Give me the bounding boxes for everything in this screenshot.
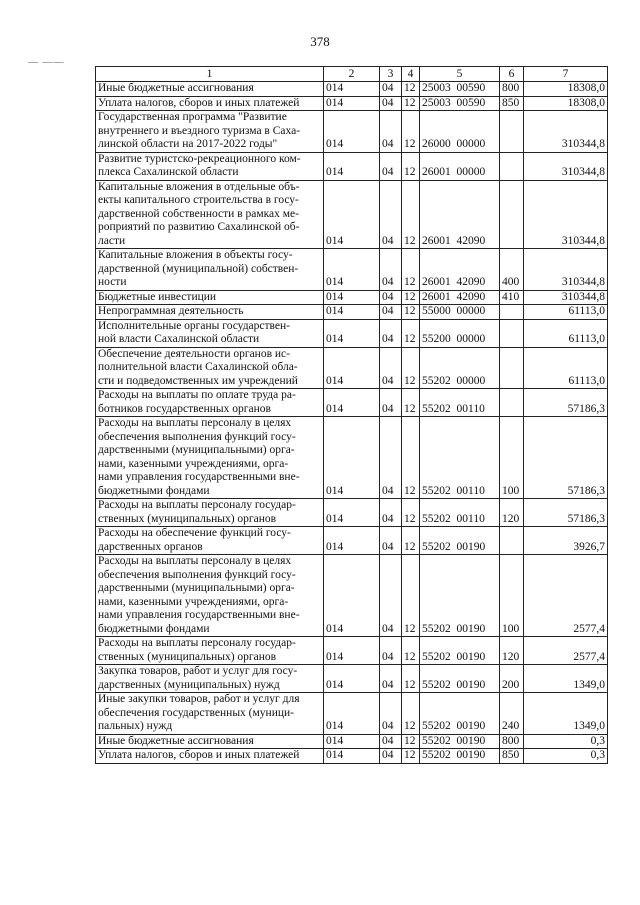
cell-subsection: 12 <box>402 347 420 389</box>
cell-name: Капитальные вложения в отдельные объ- екты капитального строительства в госу- дарственной собственности в рамках ме- роприятий по развитию Сахалинской об- ласти <box>96 180 324 249</box>
cell-name: Обеспечение деятельности органов ис- полнительной власти Сахалинской обла- сти и подведомственных им учреждений <box>96 347 324 389</box>
cell-ministry-code: 014 <box>324 96 380 111</box>
table-row <box>96 389 608 417</box>
cell-subsection: 12 <box>402 693 420 735</box>
cell-target-article: 55200 00000 <box>420 319 500 347</box>
cell-amount: 310344,8 <box>524 180 608 249</box>
cell-name: Иные закупки товаров, работ и услуг для обеспечения государственных (муници- пальных) нужд <box>96 693 324 735</box>
header-col-4: 4 <box>402 67 420 82</box>
cell-section: 04 <box>380 665 402 693</box>
cell-ministry-code: 014 <box>324 290 380 305</box>
cell-subsection: 12 <box>402 637 420 665</box>
table-row <box>96 96 608 111</box>
cell-name: Расходы на обеспечение функций госу- дарственных органов <box>96 527 324 555</box>
table-row <box>96 249 608 291</box>
cell-expense-type: 850 <box>500 749 524 764</box>
cell-target-article: 55202 00000 <box>420 347 500 389</box>
cell-expense-type: 100 <box>500 555 524 637</box>
cell-expense-type: 240 <box>500 693 524 735</box>
cell-ministry-code: 014 <box>324 249 380 291</box>
cell-target-article: 55202 00110 <box>420 499 500 527</box>
header-col-3: 3 <box>380 67 402 82</box>
cell-target-article: 25003 00590 <box>420 82 500 97</box>
cell-name: Уплата налогов, сборов и иных платежей <box>96 96 324 111</box>
cell-section: 04 <box>380 637 402 665</box>
cell-amount: 310344,8 <box>524 249 608 291</box>
cell-subsection: 12 <box>402 180 420 249</box>
cell-subsection: 12 <box>402 417 420 499</box>
table-row <box>96 749 608 764</box>
cell-expense-type <box>500 152 524 180</box>
cell-subsection: 12 <box>402 249 420 291</box>
cell-section: 04 <box>380 96 402 111</box>
cell-name: Бюджетные инвестиции <box>96 290 324 305</box>
cell-name: Иные бюджетные ассигнования <box>96 82 324 97</box>
cell-ministry-code: 014 <box>324 499 380 527</box>
cell-expense-type <box>500 527 524 555</box>
cell-expense-type <box>500 319 524 347</box>
table-row <box>96 527 608 555</box>
table-row <box>96 82 608 97</box>
cell-ministry-code: 014 <box>324 347 380 389</box>
cell-expense-type: 850 <box>500 96 524 111</box>
cell-target-article: 26000 00000 <box>420 111 500 153</box>
cell-expense-type: 200 <box>500 665 524 693</box>
cell-subsection: 12 <box>402 499 420 527</box>
table-row <box>96 417 608 499</box>
cell-section: 04 <box>380 389 402 417</box>
cell-section: 04 <box>380 499 402 527</box>
cell-name: Иные бюджетные ассигнования <box>96 734 324 749</box>
cell-expense-type: 100 <box>500 417 524 499</box>
table-row <box>96 693 608 735</box>
cell-amount: 61113,0 <box>524 305 608 320</box>
cell-target-article: 55202 00190 <box>420 665 500 693</box>
cell-target-article: 55000 00000 <box>420 305 500 320</box>
cell-amount: 1349,0 <box>524 665 608 693</box>
header-col-6: 6 <box>500 67 524 82</box>
cell-section: 04 <box>380 319 402 347</box>
cell-target-article: 26001 00000 <box>420 152 500 180</box>
cell-subsection: 12 <box>402 82 420 97</box>
cell-ministry-code: 014 <box>324 665 380 693</box>
cell-target-article: 55202 00190 <box>420 555 500 637</box>
cell-subsection: 12 <box>402 96 420 111</box>
cell-section: 04 <box>380 152 402 180</box>
cell-section: 04 <box>380 417 402 499</box>
cell-subsection: 12 <box>402 555 420 637</box>
cell-ministry-code: 014 <box>324 749 380 764</box>
cell-section: 04 <box>380 290 402 305</box>
cell-name: Исполнительные органы государствен- ной власти Сахалинской области <box>96 319 324 347</box>
cell-target-article: 55202 00190 <box>420 749 500 764</box>
cell-section: 04 <box>380 305 402 320</box>
cell-name: Государственная программа "Развитие внутреннего и въездного туризма в Саха- линской области на 2017-2022 годы" <box>96 111 324 153</box>
cell-section: 04 <box>380 527 402 555</box>
cell-name: Развитие туристско-рекреационного ком- плекса Сахалинской области <box>96 152 324 180</box>
page-number: 378 <box>310 34 330 49</box>
cell-amount: 18308,0 <box>524 82 608 97</box>
cell-target-article: 26001 42090 <box>420 290 500 305</box>
cell-amount: 61113,0 <box>524 319 608 347</box>
scan-artifact-marks: — —— <box>28 57 65 68</box>
cell-expense-type: 410 <box>500 290 524 305</box>
table-row <box>96 555 608 637</box>
cell-section: 04 <box>380 347 402 389</box>
table-row <box>96 665 608 693</box>
cell-ministry-code: 014 <box>324 734 380 749</box>
cell-ministry-code: 014 <box>324 180 380 249</box>
cell-target-article: 25003 00590 <box>420 96 500 111</box>
cell-amount: 2577,4 <box>524 637 608 665</box>
cell-expense-type <box>500 389 524 417</box>
cell-ministry-code: 014 <box>324 417 380 499</box>
cell-name: Закупка товаров, работ и услуг для госу- дарственных (муниципальных) нужд <box>96 665 324 693</box>
cell-section: 04 <box>380 180 402 249</box>
cell-subsection: 12 <box>402 389 420 417</box>
table-row <box>96 637 608 665</box>
cell-expense-type <box>500 180 524 249</box>
cell-name: Непрограммная деятельность <box>96 305 324 320</box>
cell-target-article: 26001 42090 <box>420 180 500 249</box>
cell-section: 04 <box>380 82 402 97</box>
cell-subsection: 12 <box>402 749 420 764</box>
cell-amount: 61113,0 <box>524 347 608 389</box>
cell-name: Расходы на выплаты персоналу государ- ственных (муниципальных) органов <box>96 637 324 665</box>
cell-ministry-code: 014 <box>324 637 380 665</box>
cell-expense-type: 120 <box>500 499 524 527</box>
cell-name: Расходы на выплаты персоналу в целях обеспечения выполнения функций госу- дарственными (муниципальными) орга- нами, казенными учреждениями, орга- нами управления государственными вне- бюджетными фондами <box>96 417 324 499</box>
cell-section: 04 <box>380 111 402 153</box>
cell-subsection: 12 <box>402 319 420 347</box>
cell-expense-type <box>500 347 524 389</box>
cell-target-article: 55202 00190 <box>420 693 500 735</box>
cell-section: 04 <box>380 693 402 735</box>
cell-expense-type: 800 <box>500 734 524 749</box>
cell-name: Капитальные вложения в объекты госу- дарственной (муниципальной) собствен- ности <box>96 249 324 291</box>
table-row <box>96 734 608 749</box>
cell-section: 04 <box>380 749 402 764</box>
cell-subsection: 12 <box>402 527 420 555</box>
table-row <box>96 290 608 305</box>
table-row <box>96 347 608 389</box>
cell-amount: 0,3 <box>524 734 608 749</box>
cell-expense-type: 120 <box>500 637 524 665</box>
header-col-7: 7 <box>524 67 608 82</box>
cell-amount: 1349,0 <box>524 693 608 735</box>
cell-subsection: 12 <box>402 665 420 693</box>
header-row <box>96 67 608 82</box>
cell-target-article: 26001 42090 <box>420 249 500 291</box>
cell-ministry-code: 014 <box>324 527 380 555</box>
cell-amount: 2577,4 <box>524 555 608 637</box>
cell-ministry-code: 014 <box>324 693 380 735</box>
cell-amount: 0,3 <box>524 749 608 764</box>
cell-amount: 310344,8 <box>524 290 608 305</box>
cell-target-article: 55202 00110 <box>420 389 500 417</box>
cell-ministry-code: 014 <box>324 319 380 347</box>
cell-amount: 57186,3 <box>524 389 608 417</box>
cell-name: Уплата налогов, сборов и иных платежей <box>96 749 324 764</box>
cell-name: Расходы на выплаты персоналу государ- ственных (муниципальных) органов <box>96 499 324 527</box>
cell-expense-type <box>500 305 524 320</box>
cell-expense-type <box>500 111 524 153</box>
cell-ministry-code: 014 <box>324 152 380 180</box>
cell-section: 04 <box>380 555 402 637</box>
table-row <box>96 180 608 249</box>
cell-subsection: 12 <box>402 305 420 320</box>
cell-amount: 3926,7 <box>524 527 608 555</box>
cell-expense-type: 400 <box>500 249 524 291</box>
cell-name: Расходы на выплаты по оплате труда ра- ботников государственных органов <box>96 389 324 417</box>
table-row <box>96 499 608 527</box>
header-col-2: 2 <box>324 67 380 82</box>
cell-amount: 18308,0 <box>524 96 608 111</box>
cell-subsection: 12 <box>402 734 420 749</box>
cell-subsection: 12 <box>402 152 420 180</box>
header-col-5: 5 <box>420 67 500 82</box>
cell-amount: 57186,3 <box>524 499 608 527</box>
cell-ministry-code: 014 <box>324 555 380 637</box>
cell-target-article: 55202 00190 <box>420 637 500 665</box>
cell-section: 04 <box>380 249 402 291</box>
cell-target-article: 55202 00190 <box>420 734 500 749</box>
cell-ministry-code: 014 <box>324 111 380 153</box>
cell-amount: 310344,8 <box>524 111 608 153</box>
cell-amount: 310344,8 <box>524 152 608 180</box>
cell-ministry-code: 014 <box>324 305 380 320</box>
table-row <box>96 319 608 347</box>
cell-subsection: 12 <box>402 111 420 153</box>
header-col-1: 1 <box>96 67 324 82</box>
cell-section: 04 <box>380 734 402 749</box>
cell-name: Расходы на выплаты персоналу в целях обеспечения выполнения функций госу- дарственными (муниципальными) орга- нами, казенными учреждениями, орга- нами управления государственными вне- бюджетными фондами <box>96 555 324 637</box>
cell-subsection: 12 <box>402 290 420 305</box>
cell-amount: 57186,3 <box>524 417 608 499</box>
table-row <box>96 111 608 153</box>
budget-table <box>95 66 608 764</box>
cell-ministry-code: 014 <box>324 389 380 417</box>
table-row <box>96 152 608 180</box>
cell-expense-type: 800 <box>500 82 524 97</box>
cell-target-article: 55202 00110 <box>420 417 500 499</box>
cell-ministry-code: 014 <box>324 82 380 97</box>
cell-target-article: 55202 00190 <box>420 527 500 555</box>
table-row <box>96 305 608 320</box>
